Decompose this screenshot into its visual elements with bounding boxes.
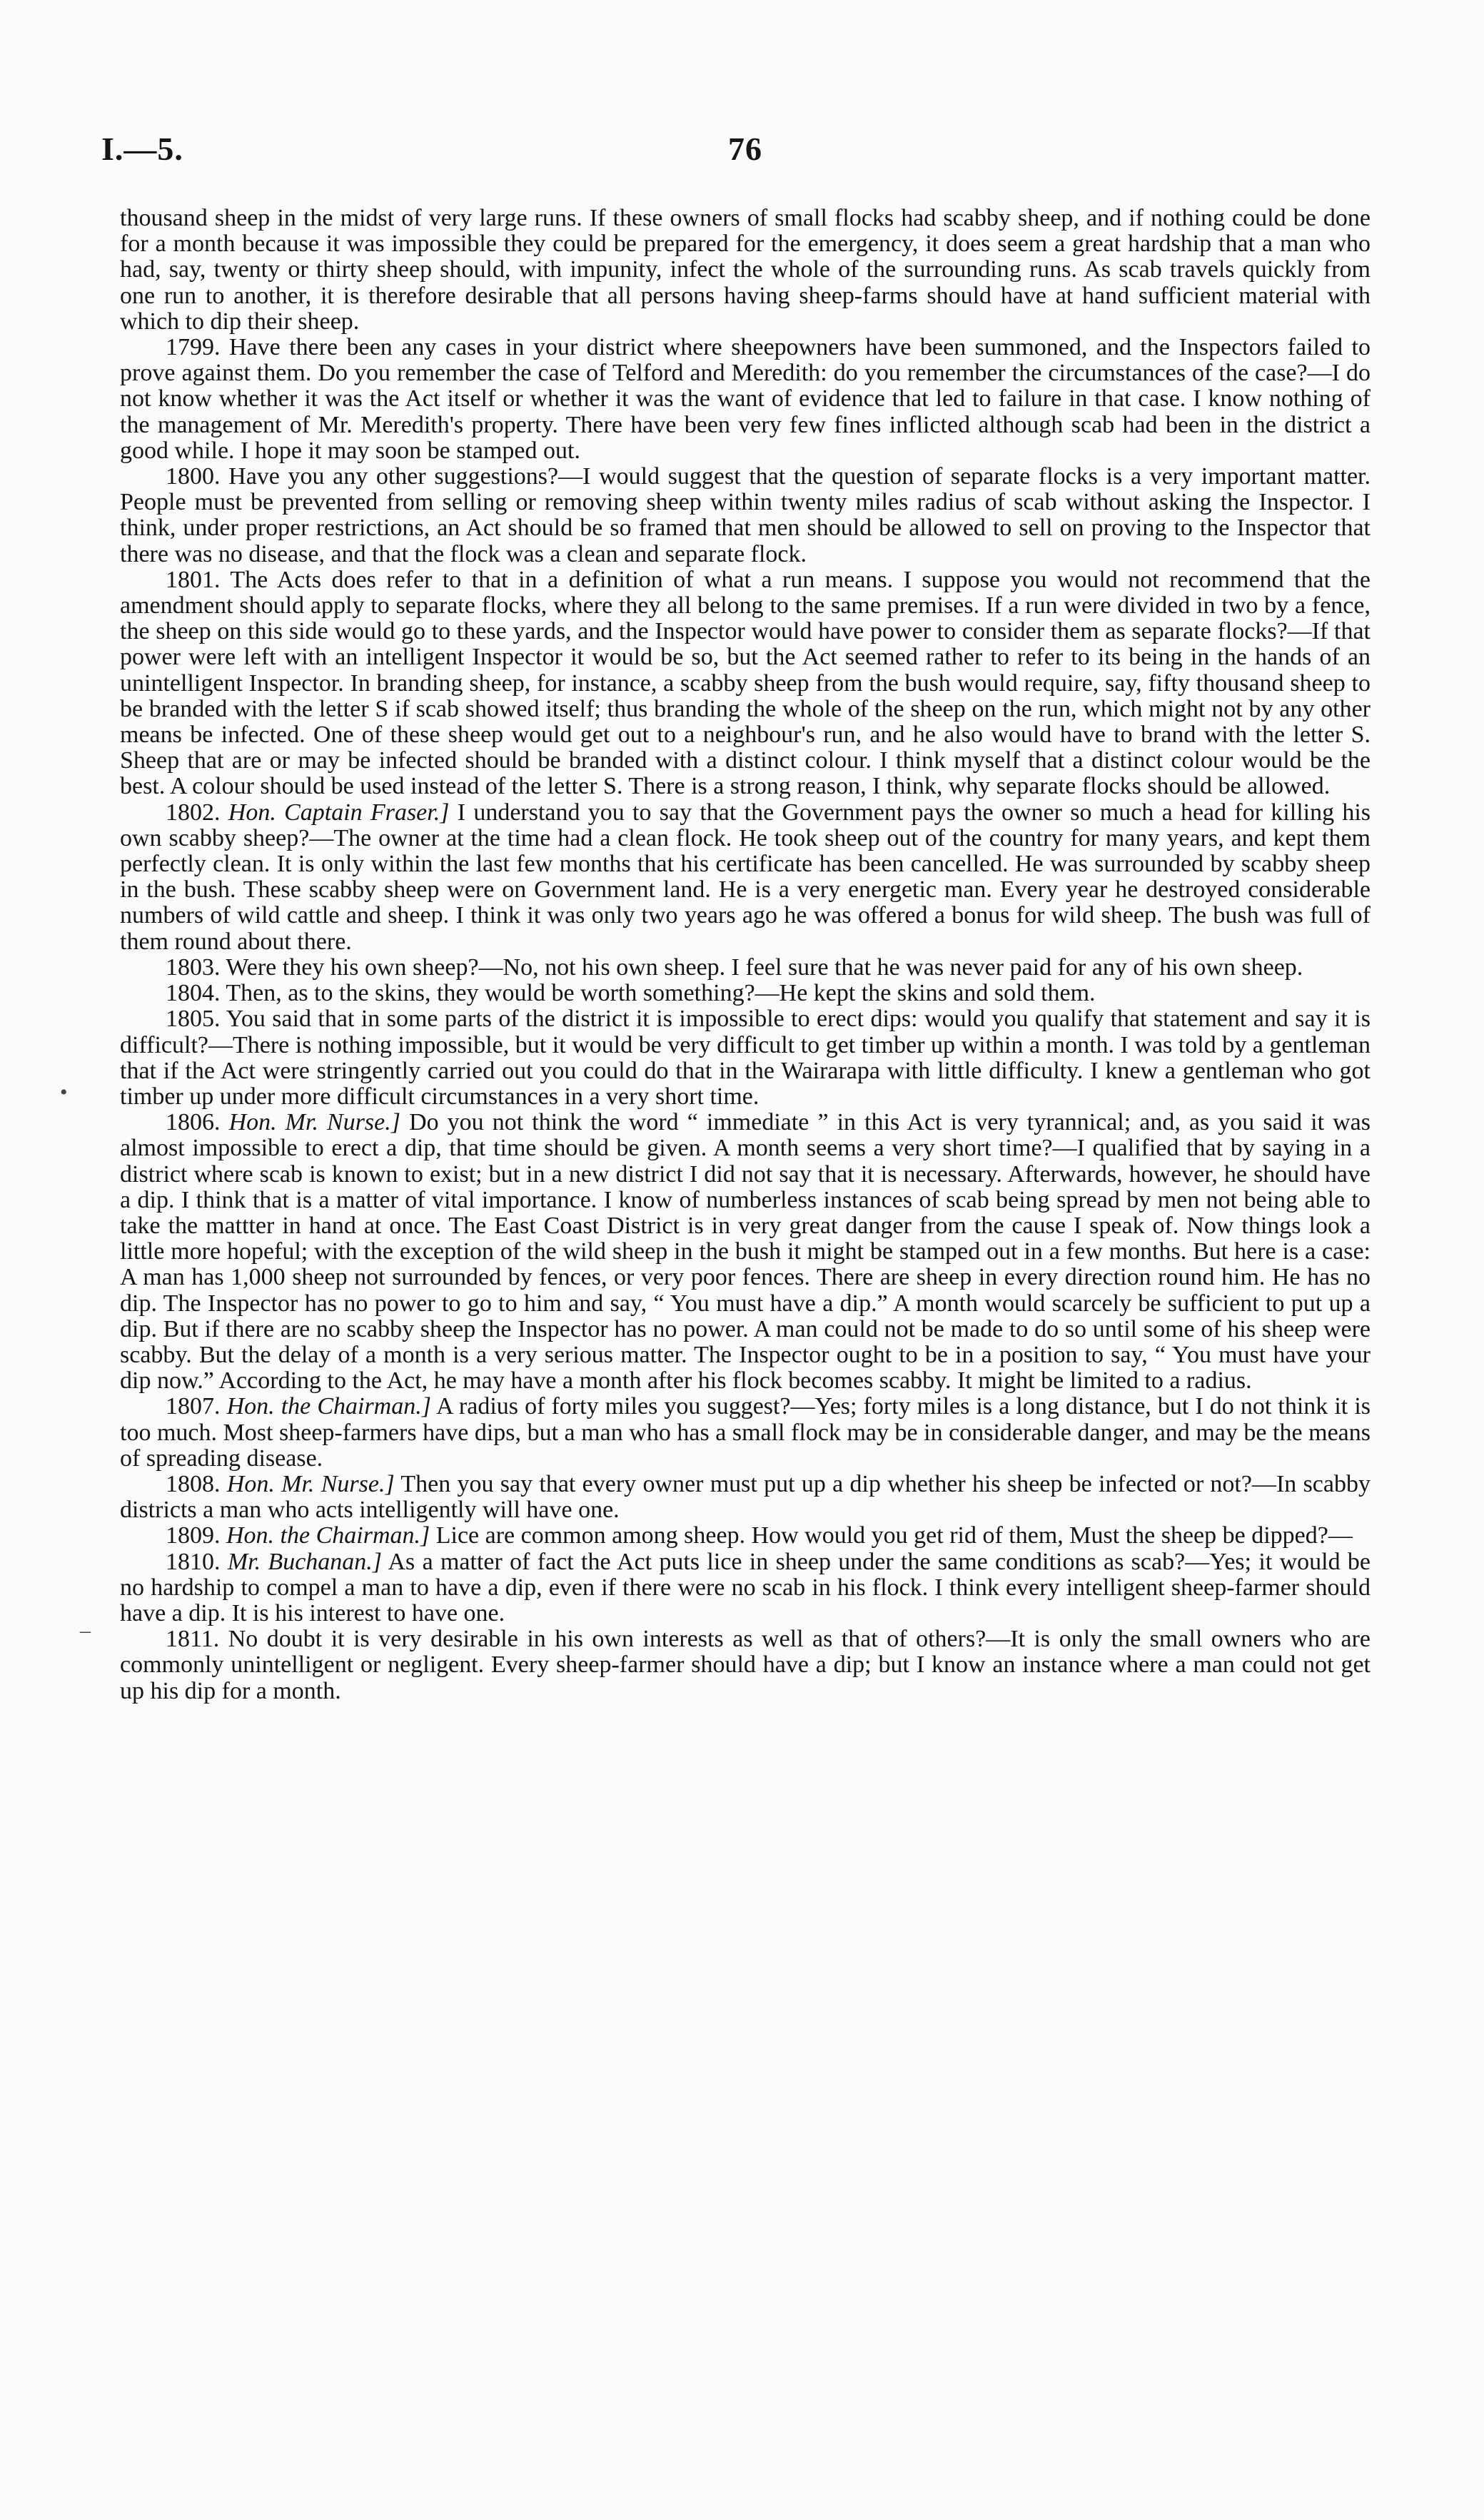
paragraph-1800 xyxy=(120,464,1371,567)
speaker-label: Hon. the Chairman.] xyxy=(226,1393,431,1420)
question-number: 1799. xyxy=(166,334,221,361)
question-number: 1804. xyxy=(166,980,221,1007)
question-number: 1806. xyxy=(166,1109,221,1136)
paragraph-text: Lice are common among sheep. How would you get rid of them, Must the sheep be dipped?— xyxy=(435,1522,1353,1549)
paragraph-text: Have there been any cases in your district where sheepowners have been summoned, and the Inspectors failed to prove against them. Do you remember the case of Telford and Meredith: do you remember the circumstances of the case?—I do not know whether it was the Act itself or whether it was the want of evidence that led to failure in that case. I know nothing of the management of Mr. Meredith's property. There have been very few fines inflicted although scab had been in the district a good while. I hope it may soon be stamped out. xyxy=(120,334,1371,464)
question-number: 1807. xyxy=(166,1393,221,1420)
paragraph-1807 xyxy=(120,1394,1371,1472)
speaker-label: Hon. the Chairman.] xyxy=(226,1522,430,1549)
paragraph-continued xyxy=(120,206,1371,335)
paragraph-1803 xyxy=(120,955,1371,981)
speaker-label: Hon. Mr. Nurse.] xyxy=(228,1109,400,1136)
paragraph-1810 xyxy=(120,1549,1371,1627)
paragraph-text: Then you say that every owner must put up a dip whether his sheep be infected or not?—In scabby districts a man who acts intelligently will have one. xyxy=(120,1470,1371,1524)
paragraph-text: The Acts does refer to that in a definition of what a run means. I suppose you would not recommend that the amendment should apply to separate flocks, where they all belong to the same premises. If a run were divided in two by a fence, the sheep on this side would go to these yards, and the Inspector would have power to consider them as separate flocks?—If that power were left with an intelligent Inspector it would be so, but the Act seemed rather to refer to its being in the hands of an unintelligent Inspector. In branding sheep, for instance, a scabby sheep from the bush would require, say, fifty thousand sheep to be branded with the letter S if scab showed itself; thus branding the whole of the sheep on the run, which might not by any other means be infected. One of these sheep would get out to a neighbour's run, and he also would have to brand with the letter S. Sheep that are or may be infected should be branded with a distinct colour. I think myself that a distinct colour would be the best. A colour should be used instead of the letter S. There is a strong reason, I think, why separate flocks should be allowed. xyxy=(120,566,1371,800)
question-number: 1811. xyxy=(166,1626,220,1653)
paragraph-1802 xyxy=(120,800,1371,955)
page-number: 76 xyxy=(728,131,762,167)
margin-dot-mark: • xyxy=(60,1081,68,1104)
paragraph-text: No doubt it is very desirable in his own interests as well as that of others?—It is only the small owners who are commonly unintelligent or negligent. Every sheep-farmer should have a dip; but I know an instance where a man could not get up his dip for a month. xyxy=(120,1626,1371,1704)
paragraph-1801 xyxy=(120,567,1371,800)
question-number: 1808. xyxy=(166,1470,221,1497)
question-number: 1805. xyxy=(166,1006,221,1033)
paragraph-1805 xyxy=(120,1006,1371,1110)
question-number: 1801. xyxy=(166,566,221,593)
paragraph-text: As a matter of fact the Act puts lice in sheep under the same conditions as scab?—Yes; it would be no hardship to compel a man to have a dip, even if there were no scab in his flock. I think every intelligent sheep-farmer should have a dip. It is his interest to have one. xyxy=(120,1548,1371,1626)
paragraph-text: Then, as to the skins, they would be worth something?—He kept the skins and sold them. xyxy=(226,980,1096,1007)
paragraph-1806 xyxy=(120,1110,1371,1394)
speaker-label: Hon. Captain Fraser.] xyxy=(228,799,450,826)
paragraph-text: Have you any other suggestions?—I would suggest that the question of separate flocks is a very important matter. People must be prevented from selling or removing sheep within twenty miles radius of scab without asking the Inspector. I think, under proper restrictions, an Act should be so framed that men should be allowed to sell on proving to the Inspector that there was no disease, and that the flock was a clean and separate flock. xyxy=(120,463,1371,567)
paper-reference: I.—5. xyxy=(101,131,183,167)
question-number: 1800. xyxy=(166,463,221,490)
paragraph-1804 xyxy=(120,981,1371,1006)
paragraph-text: Were they his own sheep?—No, not his own sheep. I feel sure that he was never paid for any of his own sheep. xyxy=(226,953,1303,981)
paragraph-1811 xyxy=(120,1626,1371,1704)
document-body xyxy=(120,206,1371,1704)
question-number: 1809. xyxy=(166,1522,221,1549)
question-number: 1803. xyxy=(166,953,221,981)
paragraph-text: I understand you to say that the Government pays the owner so much a head for killing his own scabby sheep?—The owner at the time had a clean flock. He took sheep out of the country for many years, and kept them perfectly clean. It is only within the last few months that his certificate has been cancelled. He was surrounded by scabby sheep in the bush. These scabby sheep were on Government land. He is a very energetic man. Every year he destroyed considerable numbers of wild cattle and sheep. I think it was only two years ago he was offered a bonus for wild sheep. The bush was full of them round about there. xyxy=(120,799,1371,955)
question-number: 1810. xyxy=(166,1548,221,1575)
paragraph-1799 xyxy=(120,335,1371,464)
margin-dash-mark: – xyxy=(80,1619,91,1642)
paragraph-1808 xyxy=(120,1472,1371,1523)
paragraph-1809 xyxy=(120,1523,1371,1549)
paragraph-text: thousand sheep in the midst of very large runs. If these owners of small flocks had scabby sheep, and if nothing could be done for a month because it was impossible they could be prepared for the emergency, it does seem a great hardship that a man who had, say, twenty or thirty sheep should, with impunity, infect the whole of the surrounding runs. As scab travels quickly from one run to another, it is therefore desirable that all persons having sheep-farms should have at hand sufficient material with which to dip their sheep. xyxy=(120,205,1371,335)
question-number: 1802. xyxy=(166,799,221,826)
paragraph-text: Do you not think the word “ immediate ” in this Act is very tyrannical; and, as you said it was almost impossible to erect a dip, that time should be given. A month seems a very short time?—I qualified that by saying in a district where scab is known to exist; but in a new district I did not say that it is necessary. Afterwards, however, he should have a dip. I think that is a matter of vital importance. I know of numberless instances of scab being spread by men not being able to take the mattter in hand at once. The East Coast District is in very great danger from the cause I speak of. Now things look a little more hopeful; with the exception of the wild sheep in the bush it might be stamped out in a few months. But here is a case: A man has 1,000 sheep not surrounded by fences, or very poor fences. There are sheep in every direction round him. He has no dip. The Inspector has no power to go to him and say, “ You must have a dip.” A month would scarcely be sufficient to put up a dip. But if there are no scabby sheep the Inspector has no power. A man could not be made to do so until some of his sheep were scabby. But the delay of a month is a very serious matter. The Inspector ought to be in a position to say, “ You must have your dip now.” According to the Act, he may have a month after his flock becomes scabby. It might be limited to a radius. xyxy=(120,1109,1371,1395)
speaker-label: Mr. Buchanan.] xyxy=(227,1548,383,1575)
paragraph-text: A radius of forty miles you suggest?—Yes; forty miles is a long distance, but I do not think it is too much. Most sheep-farmers have dips, but a man who has a small flock may be in considerable danger, and may be the means of spreading disease. xyxy=(120,1393,1371,1472)
speaker-label: Hon. Mr. Nurse.] xyxy=(226,1470,395,1497)
paragraph-text: You said that in some parts of the district it is impossible to erect dips: would you qualify that statement and say it is difficult?—There is nothing impossible, but it would be very difficult to get timber up within a month. I was told by a gentleman that if the Act were stringently carried out you could do that in the Wairarapa with little difficulty. I knew a gentleman who got timber up under more difficult circumstances in a very short time. xyxy=(120,1006,1371,1110)
